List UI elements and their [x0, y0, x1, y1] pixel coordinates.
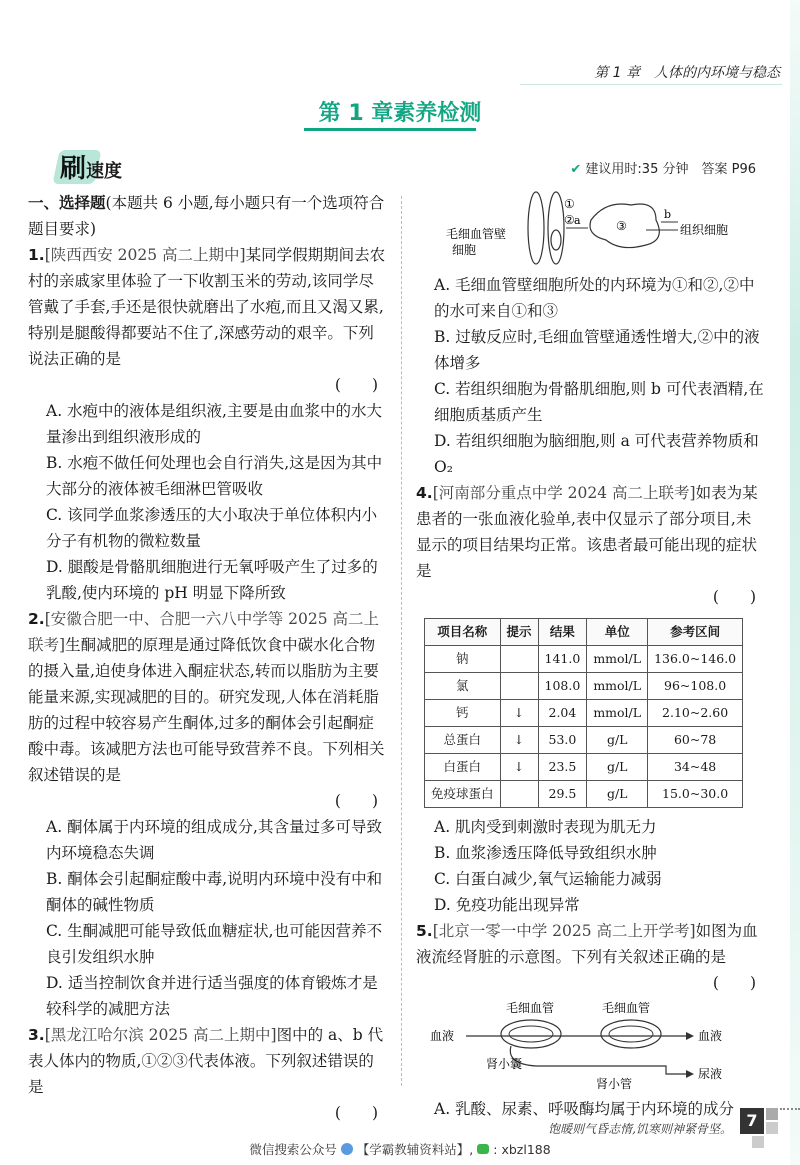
q3-option-d: D. 若组织细胞为脑细胞,则 a 可代表营养物质和 O₂ [434, 432, 759, 476]
q1-stem: 1.[陕西西安 2025 高二上期中]某同学假期期间去农村的亲戚家里体验了一下收割玉米的劳动,该同学尽管戴了手套,手还是很快就磨出了水疱,而且又渴又累,特别是腿酸得都要站不住了,深感劳动的艰辛。下列说法正确的是 [28, 246, 386, 368]
glomerulus-2-inner [609, 1026, 653, 1042]
table-cell: 108.0 [538, 673, 587, 700]
kidney-diagram [416, 996, 756, 1096]
glomerulus-1 [501, 1020, 561, 1048]
table-cell: 15.0~30.0 [648, 781, 743, 808]
question-4 [416, 480, 766, 918]
table-cell [500, 781, 538, 808]
q4-option-b: B. 血浆渗透压降低导致组织水肿 [434, 844, 657, 862]
table-cell: g/L [587, 727, 648, 754]
wechat-icon [477, 1144, 489, 1154]
question-5 [416, 918, 766, 1122]
label-a: a [574, 214, 581, 227]
label-tissue-cell: 组织细胞 [680, 223, 729, 237]
table-cell: 2.04 [538, 700, 587, 727]
table-cell: g/L [587, 781, 648, 808]
urine-arrowhead [686, 1070, 694, 1078]
blood-cell [551, 230, 561, 250]
tubule-line [510, 1046, 686, 1074]
q4-option-c: C. 白蛋白减少,氧气运输能力减弱 [434, 870, 662, 888]
footer-prefix: 微信搜索公众号 [249, 1142, 337, 1157]
table-row [425, 700, 743, 727]
table-cell: 总蛋白 [425, 727, 501, 754]
section-heading: 一、选择题(本题共 6 小题,每小题只有一个选项符合题目要求) [28, 194, 385, 238]
header-cell: 结果 [538, 619, 587, 646]
deco-square [766, 1122, 778, 1134]
table-row [425, 673, 743, 700]
q3-bracket: ( ) [334, 1104, 378, 1122]
table-row [425, 781, 743, 808]
table-cell [500, 673, 538, 700]
chapter-header: 第 1 章 人体的内环境与稳态 [594, 65, 780, 81]
q2-option-d: D. 适当控制饮食并进行适当强度的体育锻炼才是较科学的减肥方法 [46, 974, 378, 1018]
marker-1: ① [564, 197, 575, 211]
label-capillary-1: 毛细血管 [506, 1001, 555, 1015]
table-cell [500, 646, 538, 673]
q2-option-a: A. 酮体属于内环境的组成成分,其含量过多可导致内环境稳态失调 [46, 818, 382, 862]
brush-char: 刷 [60, 154, 87, 184]
table-cell: mmol/L [587, 673, 648, 700]
label-capillary-2: 毛细血管 [602, 1001, 651, 1015]
dotted-rule [780, 1108, 800, 1112]
q1-option-b: B. 水疱不做任何处理也会自行消失,这是因为其中大部分的液体被毛细淋巴管吸收 [46, 454, 383, 498]
table-cell: 96~108.0 [648, 673, 743, 700]
header-cell: 提示 [500, 619, 538, 646]
label-cell: 细胞 [452, 243, 477, 257]
table-cell: g/L [587, 754, 648, 781]
table-cell: 免疫球蛋白 [425, 781, 501, 808]
page-edge-bar [790, 0, 800, 1165]
time-hint-text: 建议用时:35 分钟 答案 P96 [585, 162, 756, 177]
blood-out-arrowhead [686, 1032, 694, 1040]
table-cell: 60~78 [648, 727, 743, 754]
motto: 饱暖则气昏志惰,饥寒则神紧骨坚。 [548, 1122, 732, 1136]
lab-table-header [425, 619, 743, 646]
table-cell: ↓ [500, 754, 538, 781]
body-fluid-diagram [416, 190, 756, 272]
lab-table [424, 618, 743, 808]
table-cell: mmol/L [587, 700, 648, 727]
glomerulus-2 [601, 1020, 661, 1048]
header-cell: 项目名称 [425, 619, 501, 646]
q3-option-a: A. 毛细血管壁细胞所处的内环境为①和②,②中的水可来自①和③ [434, 276, 755, 320]
table-row [425, 727, 743, 754]
q2-option-b: B. 酮体会引起酮症酸中毒,说明内环境中没有中和酮体的碱性物质 [46, 870, 383, 914]
table-cell: 136.0~146.0 [648, 646, 743, 673]
footer: 微信搜索公众号 【学霸教辅资料站】, : xbzl188 [249, 1142, 551, 1157]
q3-stem: 3.[黑龙江哈尔滨 2025 高二上期中]图中的 a、b 代表人体内的物质,①②③代表体液。下列叙述错误的是 [28, 1026, 384, 1096]
table-cell: 53.0 [538, 727, 587, 754]
table-cell: 钠 [425, 646, 501, 673]
header-rule [520, 84, 782, 85]
label-capillary-wall: 毛细血管壁 [446, 227, 507, 241]
column-divider [401, 196, 402, 1086]
label-b: b [664, 208, 672, 221]
brush-badge [60, 148, 122, 185]
q1-option-a: A. 水疱中的液体是组织液,主要是由血浆中的水大量渗出到组织液形成的 [46, 402, 382, 446]
table-cell: ↓ [500, 700, 538, 727]
q4-option-d: D. 免疫功能出现异常 [434, 896, 580, 914]
brush-label: 速度 [86, 161, 123, 182]
header-cell: 单位 [587, 619, 648, 646]
table-cell: 141.0 [538, 646, 587, 673]
table-cell: 钙 [425, 700, 501, 727]
q1-option-c: C. 该同学血浆渗透压的大小取决于单位体积内小分子有机物的微粒数量 [46, 506, 378, 550]
q2-stem: 2.[安徽合肥一中、合肥一六八中学等 2025 高二上联考]生酮减肥的原理是通过降低饮食中碳水化合物的摄入量,迫使身体进入酮症状态,转而以脂肪为主要能量来源,实现减肥的目的。研究发现,人体在消耗脂肪的过程中较容易产生酮体,过多的酮体会引起酮症酸中毒。该减肥方法也可能导致营养不良。下列相关叙述错误的是 [28, 610, 385, 784]
page-title: 第 1 章素养检测 [318, 101, 482, 126]
footer-wx: xbzl188 [501, 1142, 551, 1157]
right-column [416, 190, 766, 1122]
title-underline [304, 128, 476, 131]
table-cell: 白蛋白 [425, 754, 501, 781]
check-icon: ✔ [570, 162, 582, 177]
q1-bracket: ( ) [334, 376, 378, 394]
capillary-wall-outer [528, 192, 544, 264]
q5-bracket: ( ) [712, 974, 756, 992]
table-cell: ↓ [500, 727, 538, 754]
capillary-wall-inner [548, 192, 564, 264]
deco-square [766, 1108, 778, 1120]
label-urine: 尿液 [698, 1067, 723, 1081]
glomerulus-1-inner [509, 1026, 553, 1042]
left-column [28, 190, 388, 1126]
q5-option-a: A. 乳酸、尿素、呼吸酶均属于内环境的成分 [434, 1100, 735, 1118]
question-3 [28, 1022, 388, 1126]
table-cell: 2.10~2.60 [648, 700, 743, 727]
q2-option-c: C. 生酮减肥可能导致低血糖症状,也可能因营养不良引发组织水肿 [46, 922, 383, 966]
q4-bracket: ( ) [712, 588, 756, 606]
label-blood-out: 血液 [698, 1029, 723, 1043]
header-cell: 参考区间 [648, 619, 743, 646]
table-cell: 氯 [425, 673, 501, 700]
q2-bracket: ( ) [334, 792, 378, 810]
marker-2: ② [564, 213, 575, 227]
marker-3: ③ [616, 219, 627, 233]
label-tubule: 肾小管 [596, 1077, 633, 1091]
table-cell: 34~48 [648, 754, 743, 781]
table-row [425, 754, 743, 781]
q3-option-c: C. 若组织细胞为骨骼肌细胞,则 b 可代表酒精,在细胞质基质产生 [434, 380, 764, 424]
time-hint [570, 158, 756, 177]
table-row [425, 646, 743, 673]
label-capsule: 肾小囊 [486, 1057, 523, 1071]
q3-option-b: B. 过敏反应时,毛细血管壁通透性增大,②中的液体增多 [434, 328, 760, 372]
page-number: 7 [740, 1108, 764, 1134]
q4-stem: 4.[河南部分重点中学 2024 高二上联考]如表为某患者的一张血液化验单,表中仅显示了部分项目,未显示的项目结果均正常。该患者最可能出现的症状是 [416, 484, 758, 580]
table-cell: mmol/L [587, 646, 648, 673]
question-1 [28, 242, 388, 606]
q5-stem: 5.[北京一零一中学 2025 高二上开学考]如图为血液流经肾脏的示意图。下列有关叙述正确的是 [416, 922, 758, 966]
label-blood-in: 血液 [430, 1029, 455, 1043]
table-cell: 23.5 [538, 754, 587, 781]
globe-icon [341, 1143, 353, 1155]
table-cell: 29.5 [538, 781, 587, 808]
footer-name: 【学霸教辅资料站】, [356, 1142, 474, 1157]
q4-option-a: A. 肌肉受到刺激时表现为肌无力 [434, 818, 657, 836]
question-2 [28, 606, 388, 1022]
q1-option-d: D. 腿酸是骨骼肌细胞进行无氧呼吸产生了过多的乳酸,使内环境的 pH 明显下降所致 [46, 558, 378, 602]
